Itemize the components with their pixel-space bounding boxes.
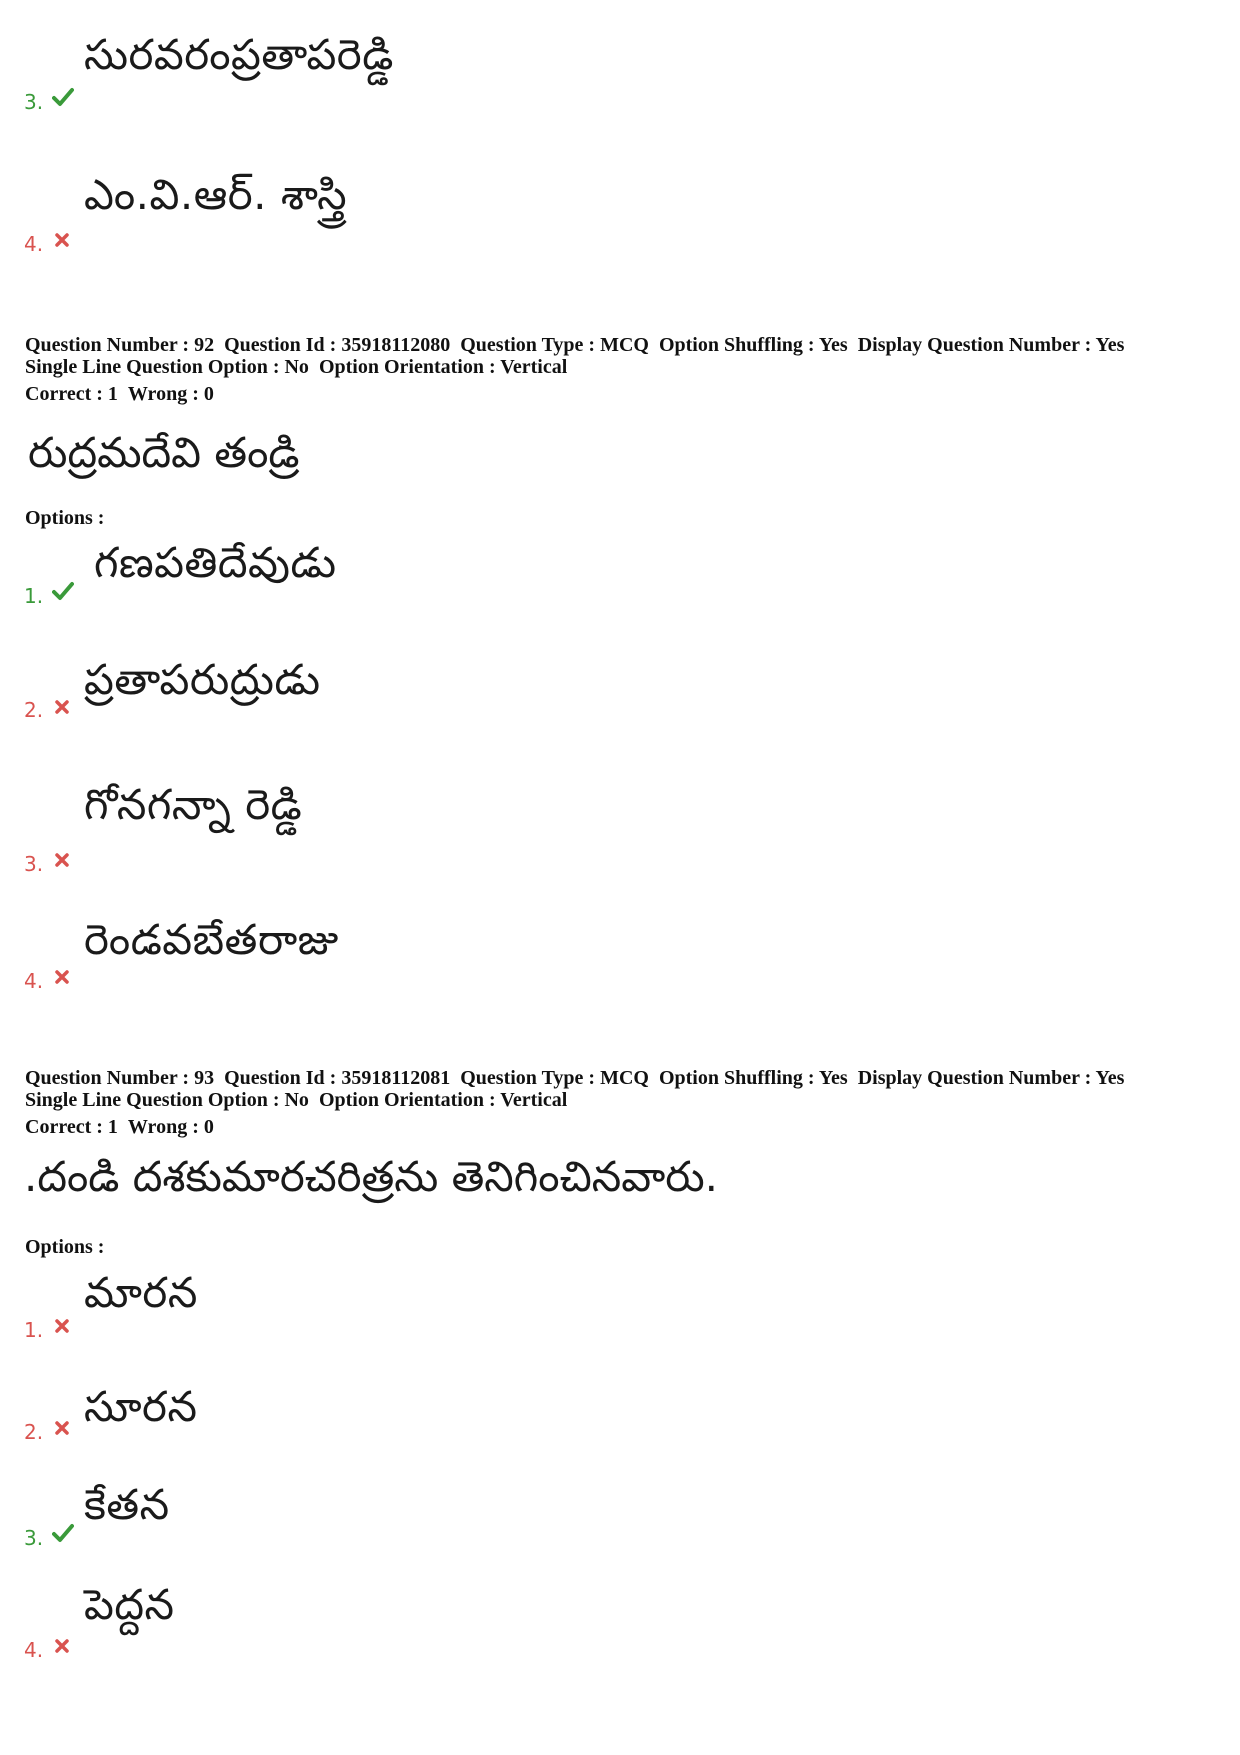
meta-line-1: [25, 334, 1134, 356]
option-row: [0, 1480, 1200, 1550]
option-number: 4.: [24, 1638, 44, 1662]
meta-line-3: [25, 383, 1134, 405]
correct-marks: Correct : 1: [25, 383, 118, 405]
option-text: పెద్దన: [84, 1580, 175, 1629]
check-icon: [52, 1522, 74, 1544]
correct-marks: Correct : 1: [25, 1116, 118, 1138]
wrong-marks: Wrong : 0: [127, 383, 214, 405]
option-text: సూరన: [84, 1382, 198, 1431]
option-number: 2.: [24, 1420, 44, 1444]
option-row: [0, 538, 1200, 608]
check-icon: [52, 580, 74, 602]
cross-icon: [54, 232, 70, 248]
option-row: [0, 1382, 1200, 1452]
option-number: 4.: [24, 232, 44, 256]
cross-icon: [54, 1420, 70, 1436]
option-row: [0, 30, 1200, 114]
wrong-marks: Wrong : 0: [127, 1116, 214, 1138]
question-type: Question Type : MCQ: [460, 334, 649, 356]
option-row: [0, 170, 1200, 256]
option-text: ఎం.వి.ఆర్. శాస్త్రి: [84, 170, 348, 219]
option-row: [0, 915, 1200, 995]
options-label: Options :: [25, 507, 105, 529]
option-orientation: Option Orientation : Vertical: [318, 1089, 568, 1111]
meta-line-1: [25, 1067, 1134, 1089]
question-number: Question Number : 93: [25, 1067, 215, 1089]
single-line-option: Single Line Question Option : No: [25, 1089, 309, 1111]
question-meta: [25, 1067, 1134, 1138]
option-row: [0, 655, 1200, 725]
cross-icon: [54, 1638, 70, 1654]
option-number: 1.: [24, 1318, 44, 1342]
options-label: Options :: [25, 1236, 105, 1258]
meta-line-2: [25, 356, 1134, 378]
option-row: [0, 780, 1200, 876]
option-number: 1.: [24, 584, 44, 608]
option-row: [0, 1580, 1200, 1660]
option-orientation: Option Orientation : Vertical: [318, 356, 568, 378]
cross-icon: [54, 1318, 70, 1334]
option-number: 2.: [24, 698, 44, 722]
meta-line-3: [25, 1116, 1134, 1138]
display-question-number: Display Question Number : Yes: [857, 334, 1125, 356]
check-icon: [52, 86, 74, 108]
cross-icon: [54, 852, 70, 868]
single-line-option: Single Line Question Option : No: [25, 356, 309, 378]
question-text: .దండి దశకుమారచరిత్రను తెనిగించినవారు.: [24, 1152, 719, 1201]
option-text: గోనగన్నా రెడ్డి: [84, 780, 303, 829]
option-text: సురవరంప్రతాపరెడ్డి: [84, 30, 394, 79]
option-shuffling: Option Shuffling : Yes: [658, 334, 848, 356]
question-meta: [25, 334, 1134, 405]
option-shuffling: Option Shuffling : Yes: [658, 1067, 848, 1089]
question-type: Question Type : MCQ: [460, 1067, 649, 1089]
option-number: 3.: [24, 852, 44, 876]
cross-icon: [54, 699, 70, 715]
cross-icon: [54, 969, 70, 985]
meta-line-2: [25, 1089, 1134, 1111]
option-row: [0, 1268, 1200, 1348]
question-text: రుద్రమదేవి తండ్రి: [28, 428, 300, 477]
option-number: 4.: [24, 969, 44, 993]
option-text: గణపతిదేవుడు: [94, 538, 337, 587]
question-number: Question Number : 92: [25, 334, 215, 356]
option-text: కేతన: [84, 1480, 170, 1529]
option-number: 3.: [24, 1526, 44, 1550]
option-number: 3.: [24, 90, 44, 114]
option-text: ప్రతాపరుద్రుడు: [84, 655, 321, 704]
question-id: Question Id : 35918112080: [224, 334, 451, 356]
question-id: Question Id : 35918112081: [224, 1067, 451, 1089]
option-text: రెండవబేతరాజు: [84, 915, 339, 964]
display-question-number: Display Question Number : Yes: [857, 1067, 1125, 1089]
option-text: మారన: [84, 1268, 198, 1317]
